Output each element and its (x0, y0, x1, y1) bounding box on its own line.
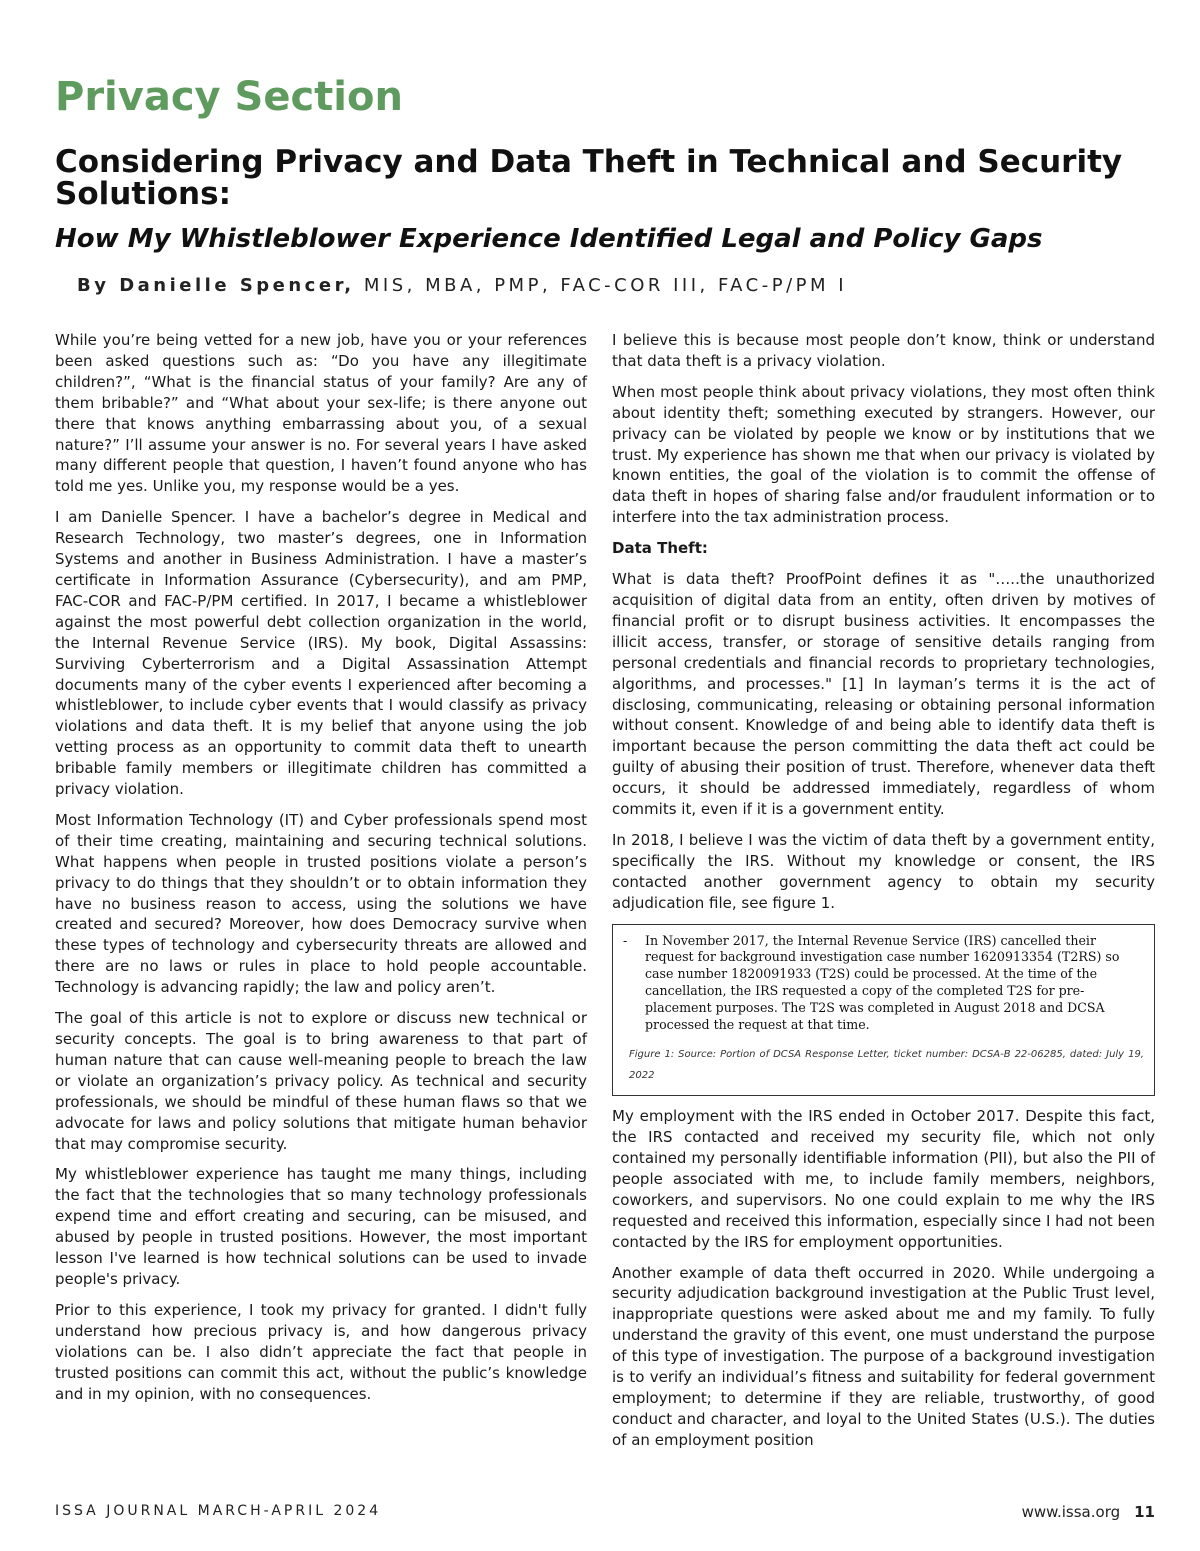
article-subheadline: How My Whistleblower Experience Identified Legal and Policy Gaps (55, 224, 1043, 254)
footer-right (1022, 1503, 1155, 1521)
figure-excerpt-text: In November 2017, the Internal Revenue Service (IRS) cancelled their request for background investigation case number 1620913354 (T2RS) so case number 1820091933 (T2S) could be processed. At the time of the cancellation, the IRS requested a copy of the completed T2S for pre-placement purposes. The T2S was completed in August 2018 and DCSA processed the request at that time. (645, 932, 1120, 1032)
paragraph: Prior to this experience, I took my privacy for granted. I didn't fully understand how precious privacy is, and how dangerous privacy violations can be. I also didn’t appreciate the fact that people in trusted positions can commit this act, without the public’s knowledge and in my opinion, with no consequences. (55, 1300, 587, 1403)
section-label: Privacy Section (55, 74, 403, 120)
paragraph: Most Information Technology (IT) and Cyber professionals spend most of their time creating, maintaining and securing technical solutions. What happens when people in trusted positions violate a person’s privacy to do things that they shouldn’t or to obtain information they have no business reason to access, using the solutions we have created and secured? Moreover, how does Democracy survive when these types of technology and cybersecurity threats are allowed and there are no laws or rules in place to hold people accountable. Technology is advancing rapidly; the law and policy aren’t. (55, 810, 587, 997)
paragraph: I believe this is because most people don’t know, think or understand that data theft is a privacy violation. (612, 331, 1155, 370)
byline (77, 275, 847, 296)
left-column (55, 330, 587, 1414)
paragraph: My employment with the IRS ended in October 2017. Despite this fact, the IRS contacted and received my security file, which not only contained my personally identifiable information (PII), but also the PII of people associated with me, to include family members, neighbors, coworkers, and supervisors. No one could explain to me why the IRS requested and received this information, especially since I had not been contacted by the IRS for employment opportunities. (612, 1107, 1155, 1251)
author-name: By Danielle Spencer, (77, 275, 355, 296)
author-credentials: MIS, MBA, PMP, FAC-COR III, FAC-P/PM I (354, 275, 848, 296)
figure-bullet: - (623, 932, 628, 948)
page-number: 11 (1134, 1503, 1155, 1521)
paragraph: Another example of data theft occurred in 2020. While undergoing a security adjudication background investigation at the Public Trust level, inappropriate questions were asked about me and my family. To fully understand the gravity of this event, one must understand the purpose of this type of investigation. The purpose of a background investigation is to verify an individual’s fitness and suitability for federal government employment; to determine if they are reliable, trustworthy, of good conduct and character, and loyal to the United States (U.S.). The duties of an employment position (612, 1263, 1155, 1449)
footer-url[interactable]: www.issa.org (1021, 1503, 1121, 1521)
right-column (612, 330, 1155, 1461)
paragraph: In 2018, I believe I was the victim of data theft by a government entity, specifically the IRS. Without my knowledge or consent, the IRS contacted another government agency to obtain my security adjudication file, see figure 1. (612, 830, 1155, 912)
figure-excerpt (623, 933, 1144, 1034)
paragraph: My whistleblower experience has taught me many things, including the fact that the technologies that so many technology professionals expend time and effort creating and securing, can be misused, and abused by people in trusted positions. However, the most important lesson I've learned is how technical solutions can be used to invade people's privacy. (55, 1165, 587, 1288)
paragraph: I am Danielle Spencer. I have a bachelor’s degree in Medical and Research Technology, two master’s degrees, one in Information Systems and another in Business Administration. I have a master’s certificate in Information Assurance (Cybersecurity), and am PMP, FAC-COR and FAC-P/PM certified. In 2017, I became a whistleblower against the most powerful debt collection organization in the world, the Internal Revenue Service (IRS). My book, Digital Assassins: Surviving Cyberterrorism and a Digital Assassination Attempt documents many of the cyber events I experienced after becoming a whistleblower, to include cyber events that I would classify as privacy violations and data theft. It is my belief that anyone using the job vetting process as an opportunity to commit data theft to unearth bribable family members or illegitimate children has committed a privacy violation. (55, 508, 587, 799)
section-heading-data-theft: Data Theft: (612, 539, 708, 558)
article-headline: Considering Privacy and Data Theft in Technical and Security Solutions: (55, 144, 1123, 212)
figure-1 (612, 924, 1155, 1097)
paragraph: While you’re being vetted for a new job, have you or your references been asked questions such as: “Do you have any illegitimate children?”, “What is the financial status of your family? Are any of them bribable?” and “What about your sex-life; is there anyone out there that knows anything embarrassing about you, of a sexual nature?” I’ll assume your answer is no. For several years I have asked many different people that question, I haven’t found anyone who has told me yes. Unlike you, my response would be a yes. (55, 331, 587, 496)
footer-journal: ISSA JOURNAL MARCH-APRIL 2024 (55, 1503, 382, 1519)
figure-caption: Figure 1: Source: Portion of DCSA Response Letter, ticket number: DCSA-B 22-06285, dated: July 19, 2022 (629, 1049, 1144, 1082)
paragraph: When most people think about privacy violations, they most often think about identity theft; something executed by strangers. However, our privacy can be violated by people we know or by institutions that we trust. My experience has shown me that when our privacy is violated by known entities, the goal of the violation is to commit the offense of data theft in hopes of sharing false and/or fraudulent information or to interfere into the tax administration process. (612, 382, 1155, 527)
paragraph: The goal of this article is not to explore or discuss new technical or security concepts. The goal is to bring awareness to that part of human nature that can cause well-meaning people to breach the law or violate an organization’s privacy policy. As technical and security professionals, we should be mindful of these human flaws so that we advocate for laws and policy solutions that mitigate human behavior that may compromise security. (55, 1009, 587, 1153)
paragraph: What is data theft? ProofPoint defines it as "…..the unauthorized acquisition of digital data from an entity, often driven by motives of financial profit or to disrupt business activities. It encompasses the illicit access, transfer, or storage of sensitive details ranging from personal credentials and financial records to proprietary technologies, algorithms, and processes." [1] In layman’s terms it is the act of disclosing, communicating, releasing or obtaining personal information without consent. Knowledge of and being able to identify data theft is important because the person committing the data theft act could be guilty of abusing their position of trust. Therefore, whenever data theft occurs, it should be addressed immediately, regardless of whom commits it, even if it is a government entity. (612, 570, 1155, 819)
